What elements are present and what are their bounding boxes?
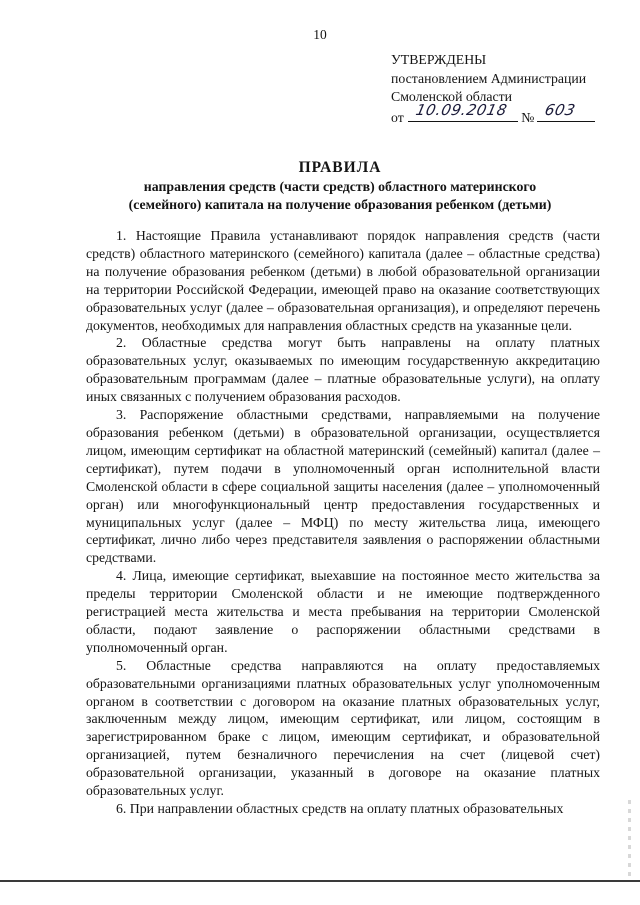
page-number: 10 [313,27,327,42]
document-heading [90,158,590,214]
paragraph-4: 4. Лица, имеющие сертификат, выехавшие на постоянное место жительства за пределы территории Смоленской области и не имеющие подтвержденного регистрацией места жительства и места пребывания на территории Смоленской области, подают заявление о распоряжении областными средствами в уполномоченный орган. [86,568,600,655]
handwritten-date: 10.09.2018 [413,101,509,119]
document-subtitle-line-1: направления средств (части средств) областного материнского [143,179,537,194]
paragraph-2: 2. Областные средства могут быть направлены на оплату платных образовательных услуг, оказываемых по имеющим государственную аккредитацию образовательным программам (далее – платные образовательные услуги), на оплату иных связанных с получением образования расходов. [86,335,600,405]
page-bottom-edge [0,880,640,882]
approval-date-number [391,101,611,126]
date-prefix: от [391,109,404,125]
handwritten-number: 603 [543,101,578,119]
scan-artifact [628,800,631,880]
approval-stamp [391,51,611,125]
document-title: ПРАВИЛА [298,159,382,176]
paragraph-5: 5. Областные средства направляются на оплату предоставляемых образовательными организациями платных образовательных услуг уполномоченным органом в соответствии с договором на оказание платных образовательных услуг, заключенным между лицом, имеющим сертификат, или лицом, состоящим в зарегистрированном браке с лицом, имеющим сертификат, и образовательной организацией, путем безналичного перечисления на счет (лицевой счет) образовательной организации, указанный в договоре на оказание платных образовательных услуг. [86,657,600,799]
number-prefix: № [521,109,535,125]
approval-title: УТВЕРЖДЕНЫ [391,52,487,67]
approval-line-2: Смоленской области [391,89,513,104]
document-body [86,227,600,818]
paragraph-1: 1. Настоящие Правила устанавливают порядок направления средств (части средств) областного материнского (семейного) капитала (далее – областные средства) на получение образования ребенком (детьми) в любой образовательной организации на территории Российской Федерации, имеющей право на оказание соответствующих образовательных услуг (далее – образовательная организация), и определяют перечень документов, необходимых для направления областных средств на указанные цели. [86,228,600,333]
paragraph-6: 6. При направлении областных средств на оплату платных образовательных [116,801,564,816]
date-underline [408,101,518,122]
number-underline [537,101,595,122]
paragraph-3: 3. Распоряжение областными средствами, направляемыми на получение образования ребенком (детьми) в образовательной организации, осуществляется лицом, имеющим сертификат на областной материнский (семейный) капитал (далее – сертификат), путем подачи в уполномоченный орган исполнительной власти Смоленской области в сфере социальной защиты населения (далее – уполномоченный орган) или многофункциональный центр предоставления государственных и муниципальных услуг (далее – МФЦ) по месту жительства лица, имеющего сертификат, лично либо через представителя заявления о распоряжении областными средствами. [86,407,600,566]
document-subtitle-line-2: (семейного) капитала на получение образования ребенком (детьми) [128,197,552,212]
approval-line-1: постановлением Администрации [391,70,587,86]
